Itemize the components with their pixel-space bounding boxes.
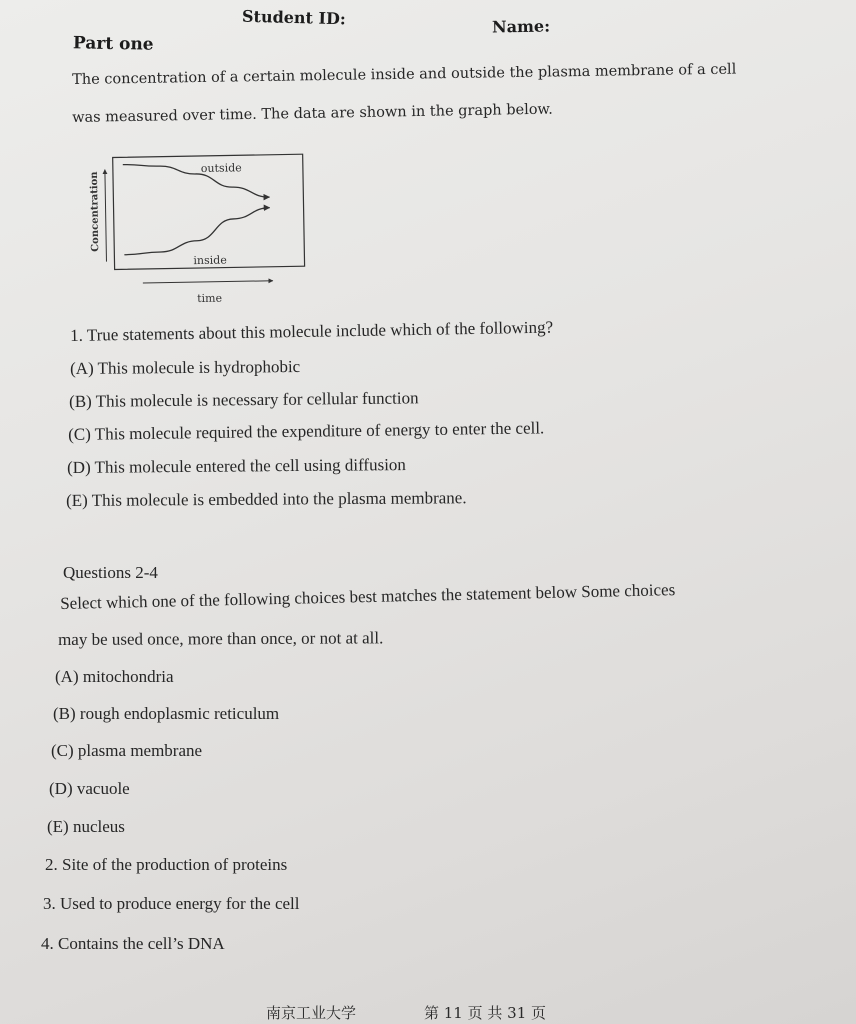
series-label-inside: inside [193,253,227,268]
chart-svg [79,146,322,320]
choice-d: (D) vacuole [49,779,130,798]
q1-option-e: (E) This molecule is embedded into the plasma membrane. [66,488,467,510]
x-axis-label: time [197,291,223,306]
choice-c: (C) plasma membrane [51,741,203,760]
footer-page-info: 第 11 页 共 31 页 [424,1004,547,1022]
choice-e: (E) nucleus [47,817,125,836]
q1-option-d: (D) This molecule entered the cell using diffusion [67,455,406,477]
footer-university: 南京工业大学 [266,1004,357,1022]
series-line-outside [123,162,270,200]
series-line-inside [124,208,271,255]
q1-option-a: (A) This molecule is hydrophobic [70,356,301,378]
name-label: Name: [491,16,551,37]
question-2: 2. Site of the production of proteins [45,855,288,874]
question-4: 4. Contains the cell’s DNA [41,934,225,953]
q1-option-c: (C) This molecule required the expenditure of energy to enter the cell. [68,418,545,444]
part-title: Part one [72,33,154,55]
y-axis-arrow [105,170,107,262]
intro-line-1: The concentration of a certain molecule inside and outside the plasma membrane of a cell [72,61,737,88]
concentration-graph [79,146,322,320]
group-instructions-line-1: Select which one of the following choices best matches the statement below Some choices [60,580,676,613]
y-axis-label: Concentration [88,171,102,252]
choice-a: (A) mitochondria [55,667,174,686]
series-label-outside: outside [200,161,242,175]
group-instructions-line-2: may be used once, more than once, or not at all. [58,628,384,649]
intro-line-2: was measured over time. The data are shown in the graph below. [72,101,553,126]
question-3: 3. Used to produce energy for the cell [43,894,300,913]
x-axis-arrow [143,281,273,283]
group-title: Questions 2-4 [63,563,158,582]
question-1-stem: 1. True statements about this molecule include which of the following? [70,317,554,345]
q1-option-b: (B) This molecule is necessary for cellular function [69,388,419,411]
student-id-label: Student ID: [241,6,347,29]
choice-b: (B) rough endoplasmic reticulum [53,704,280,723]
